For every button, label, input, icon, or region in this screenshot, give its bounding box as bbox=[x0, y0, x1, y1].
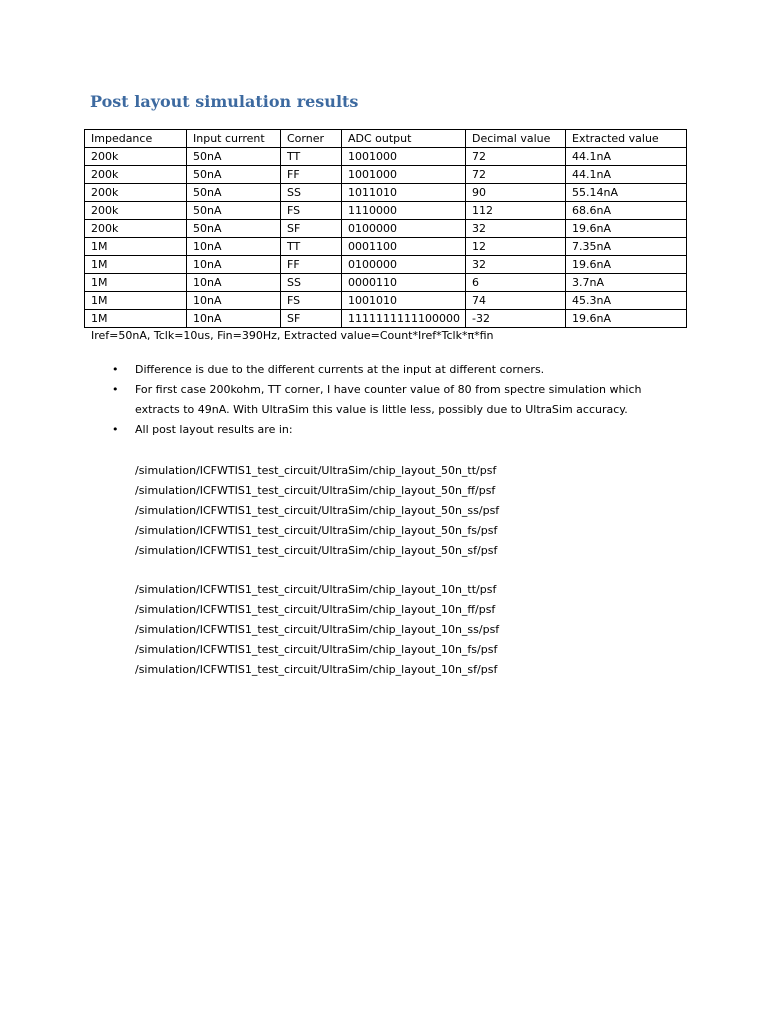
bullet-glyph: • bbox=[112, 383, 119, 396]
cell-decimal-value: 112 bbox=[466, 202, 566, 220]
page-title: Post layout simulation results bbox=[90, 92, 359, 111]
cell-extracted-value: 44.1nA bbox=[566, 148, 687, 166]
bullet-item bbox=[112, 420, 672, 440]
cell-adc-output: 0001100 bbox=[342, 238, 466, 256]
cell-impedance: 200k bbox=[85, 184, 187, 202]
cell-adc-output: 1001010 bbox=[342, 292, 466, 310]
cell-decimal-value: 32 bbox=[466, 256, 566, 274]
cell-corner: SS bbox=[281, 184, 342, 202]
cell-corner: SF bbox=[281, 220, 342, 238]
table-row bbox=[85, 166, 687, 184]
cell-corner: SS bbox=[281, 274, 342, 292]
cell-adc-output: 1001000 bbox=[342, 166, 466, 184]
cell-impedance: 200k bbox=[85, 166, 187, 184]
path-line: /simulation/ICFWTIS1_test_circuit/UltraSim/chip_layout_50n_sf/psf bbox=[135, 544, 498, 557]
bullet-item bbox=[112, 360, 672, 380]
header-impedance: Impedance bbox=[85, 130, 187, 148]
formula-note: Iref=50nA, Tclk=10us, Fin=390Hz, Extracted value=Count*Iref*Tclk*π*fin bbox=[91, 329, 494, 342]
header-decimal-value: Decimal value bbox=[466, 130, 566, 148]
bullet-glyph: • bbox=[112, 423, 119, 436]
bullet-text: Difference is due to the different currents at the input at different corners. bbox=[135, 363, 545, 376]
cell-extracted-value: 19.6nA bbox=[566, 310, 687, 328]
cell-extracted-value: 45.3nA bbox=[566, 292, 687, 310]
path-line: /simulation/ICFWTIS1_test_circuit/UltraSim/chip_layout_50n_tt/psf bbox=[135, 464, 497, 477]
cell-extracted-value: 7.35nA bbox=[566, 238, 687, 256]
table-row bbox=[85, 202, 687, 220]
cell-extracted-value: 3.7nA bbox=[566, 274, 687, 292]
path-line: /simulation/ICFWTIS1_test_circuit/UltraSim/chip_layout_10n_tt/psf bbox=[135, 583, 497, 596]
cell-adc-output: 0000110 bbox=[342, 274, 466, 292]
cell-extracted-value: 68.6nA bbox=[566, 202, 687, 220]
cell-corner: FS bbox=[281, 292, 342, 310]
table-row bbox=[85, 274, 687, 292]
cell-corner: TT bbox=[281, 148, 342, 166]
cell-input-current: 50nA bbox=[187, 202, 281, 220]
path-line: /simulation/ICFWTIS1_test_circuit/UltraSim/chip_layout_10n_sf/psf bbox=[135, 663, 498, 676]
cell-impedance: 1M bbox=[85, 310, 187, 328]
cell-impedance: 200k bbox=[85, 148, 187, 166]
table-row bbox=[85, 256, 687, 274]
cell-adc-output: 1001000 bbox=[342, 148, 466, 166]
header-corner: Corner bbox=[281, 130, 342, 148]
cell-input-current: 10nA bbox=[187, 292, 281, 310]
header-adc-output: ADC output bbox=[342, 130, 466, 148]
path-line: /simulation/ICFWTIS1_test_circuit/UltraSim/chip_layout_50n_ss/psf bbox=[135, 504, 500, 517]
cell-corner: TT bbox=[281, 238, 342, 256]
bullet-text: For first case 200kohm, TT corner, I have counter value of 80 from spectre simulation which extracts to 49nA. With UltraSim this value is little less, possibly due to UltraSim accuracy. bbox=[135, 383, 642, 416]
cell-adc-output: 1011010 bbox=[342, 184, 466, 202]
cell-decimal-value: 6 bbox=[466, 274, 566, 292]
path-line: /simulation/ICFWTIS1_test_circuit/UltraSim/chip_layout_10n_ff/psf bbox=[135, 603, 496, 616]
cell-corner: FS bbox=[281, 202, 342, 220]
cell-impedance: 1M bbox=[85, 256, 187, 274]
cell-extracted-value: 19.6nA bbox=[566, 256, 687, 274]
cell-extracted-value: 44.1nA bbox=[566, 166, 687, 184]
path-line: /simulation/ICFWTIS1_test_circuit/UltraSim/chip_layout_10n_fs/psf bbox=[135, 643, 498, 656]
bullet-glyph: • bbox=[112, 363, 119, 376]
path-line: /simulation/ICFWTIS1_test_circuit/UltraSim/chip_layout_10n_ss/psf bbox=[135, 623, 500, 636]
cell-adc-output: 0100000 bbox=[342, 256, 466, 274]
table-row bbox=[85, 184, 687, 202]
bullet-item bbox=[112, 380, 672, 420]
cell-corner: SF bbox=[281, 310, 342, 328]
cell-decimal-value: 12 bbox=[466, 238, 566, 256]
table-header-row bbox=[85, 130, 687, 148]
table-row bbox=[85, 310, 687, 328]
cell-impedance: 1M bbox=[85, 292, 187, 310]
cell-decimal-value: -32 bbox=[466, 310, 566, 328]
cell-input-current: 50nA bbox=[187, 220, 281, 238]
cell-input-current: 50nA bbox=[187, 148, 281, 166]
cell-input-current: 50nA bbox=[187, 184, 281, 202]
header-input-current: Input current bbox=[187, 130, 281, 148]
bullet-list bbox=[112, 360, 672, 440]
cell-adc-output: 1111111111100000 bbox=[342, 310, 466, 328]
cell-decimal-value: 90 bbox=[466, 184, 566, 202]
table-row bbox=[85, 238, 687, 256]
path-list-50n bbox=[135, 461, 499, 561]
table-row bbox=[85, 292, 687, 310]
cell-decimal-value: 32 bbox=[466, 220, 566, 238]
path-line: /simulation/ICFWTIS1_test_circuit/UltraSim/chip_layout_50n_fs/psf bbox=[135, 524, 498, 537]
bullet-text: All post layout results are in: bbox=[135, 423, 293, 436]
cell-extracted-value: 19.6nA bbox=[566, 220, 687, 238]
cell-decimal-value: 74 bbox=[466, 292, 566, 310]
header-extracted-value: Extracted value bbox=[566, 130, 687, 148]
cell-input-current: 10nA bbox=[187, 238, 281, 256]
cell-adc-output: 0100000 bbox=[342, 220, 466, 238]
path-list-10n bbox=[135, 580, 499, 680]
table-row bbox=[85, 220, 687, 238]
cell-input-current: 10nA bbox=[187, 274, 281, 292]
cell-impedance: 200k bbox=[85, 220, 187, 238]
path-line: /simulation/ICFWTIS1_test_circuit/UltraSim/chip_layout_50n_ff/psf bbox=[135, 484, 496, 497]
cell-extracted-value: 55.14nA bbox=[566, 184, 687, 202]
cell-decimal-value: 72 bbox=[466, 166, 566, 184]
table-body bbox=[85, 148, 687, 328]
cell-input-current: 10nA bbox=[187, 310, 281, 328]
cell-impedance: 1M bbox=[85, 274, 187, 292]
cell-impedance: 200k bbox=[85, 202, 187, 220]
cell-corner: FF bbox=[281, 256, 342, 274]
results-table bbox=[84, 129, 687, 328]
cell-corner: FF bbox=[281, 166, 342, 184]
table-row bbox=[85, 148, 687, 166]
cell-adc-output: 1110000 bbox=[342, 202, 466, 220]
cell-input-current: 50nA bbox=[187, 166, 281, 184]
cell-input-current: 10nA bbox=[187, 256, 281, 274]
cell-decimal-value: 72 bbox=[466, 148, 566, 166]
cell-impedance: 1M bbox=[85, 238, 187, 256]
